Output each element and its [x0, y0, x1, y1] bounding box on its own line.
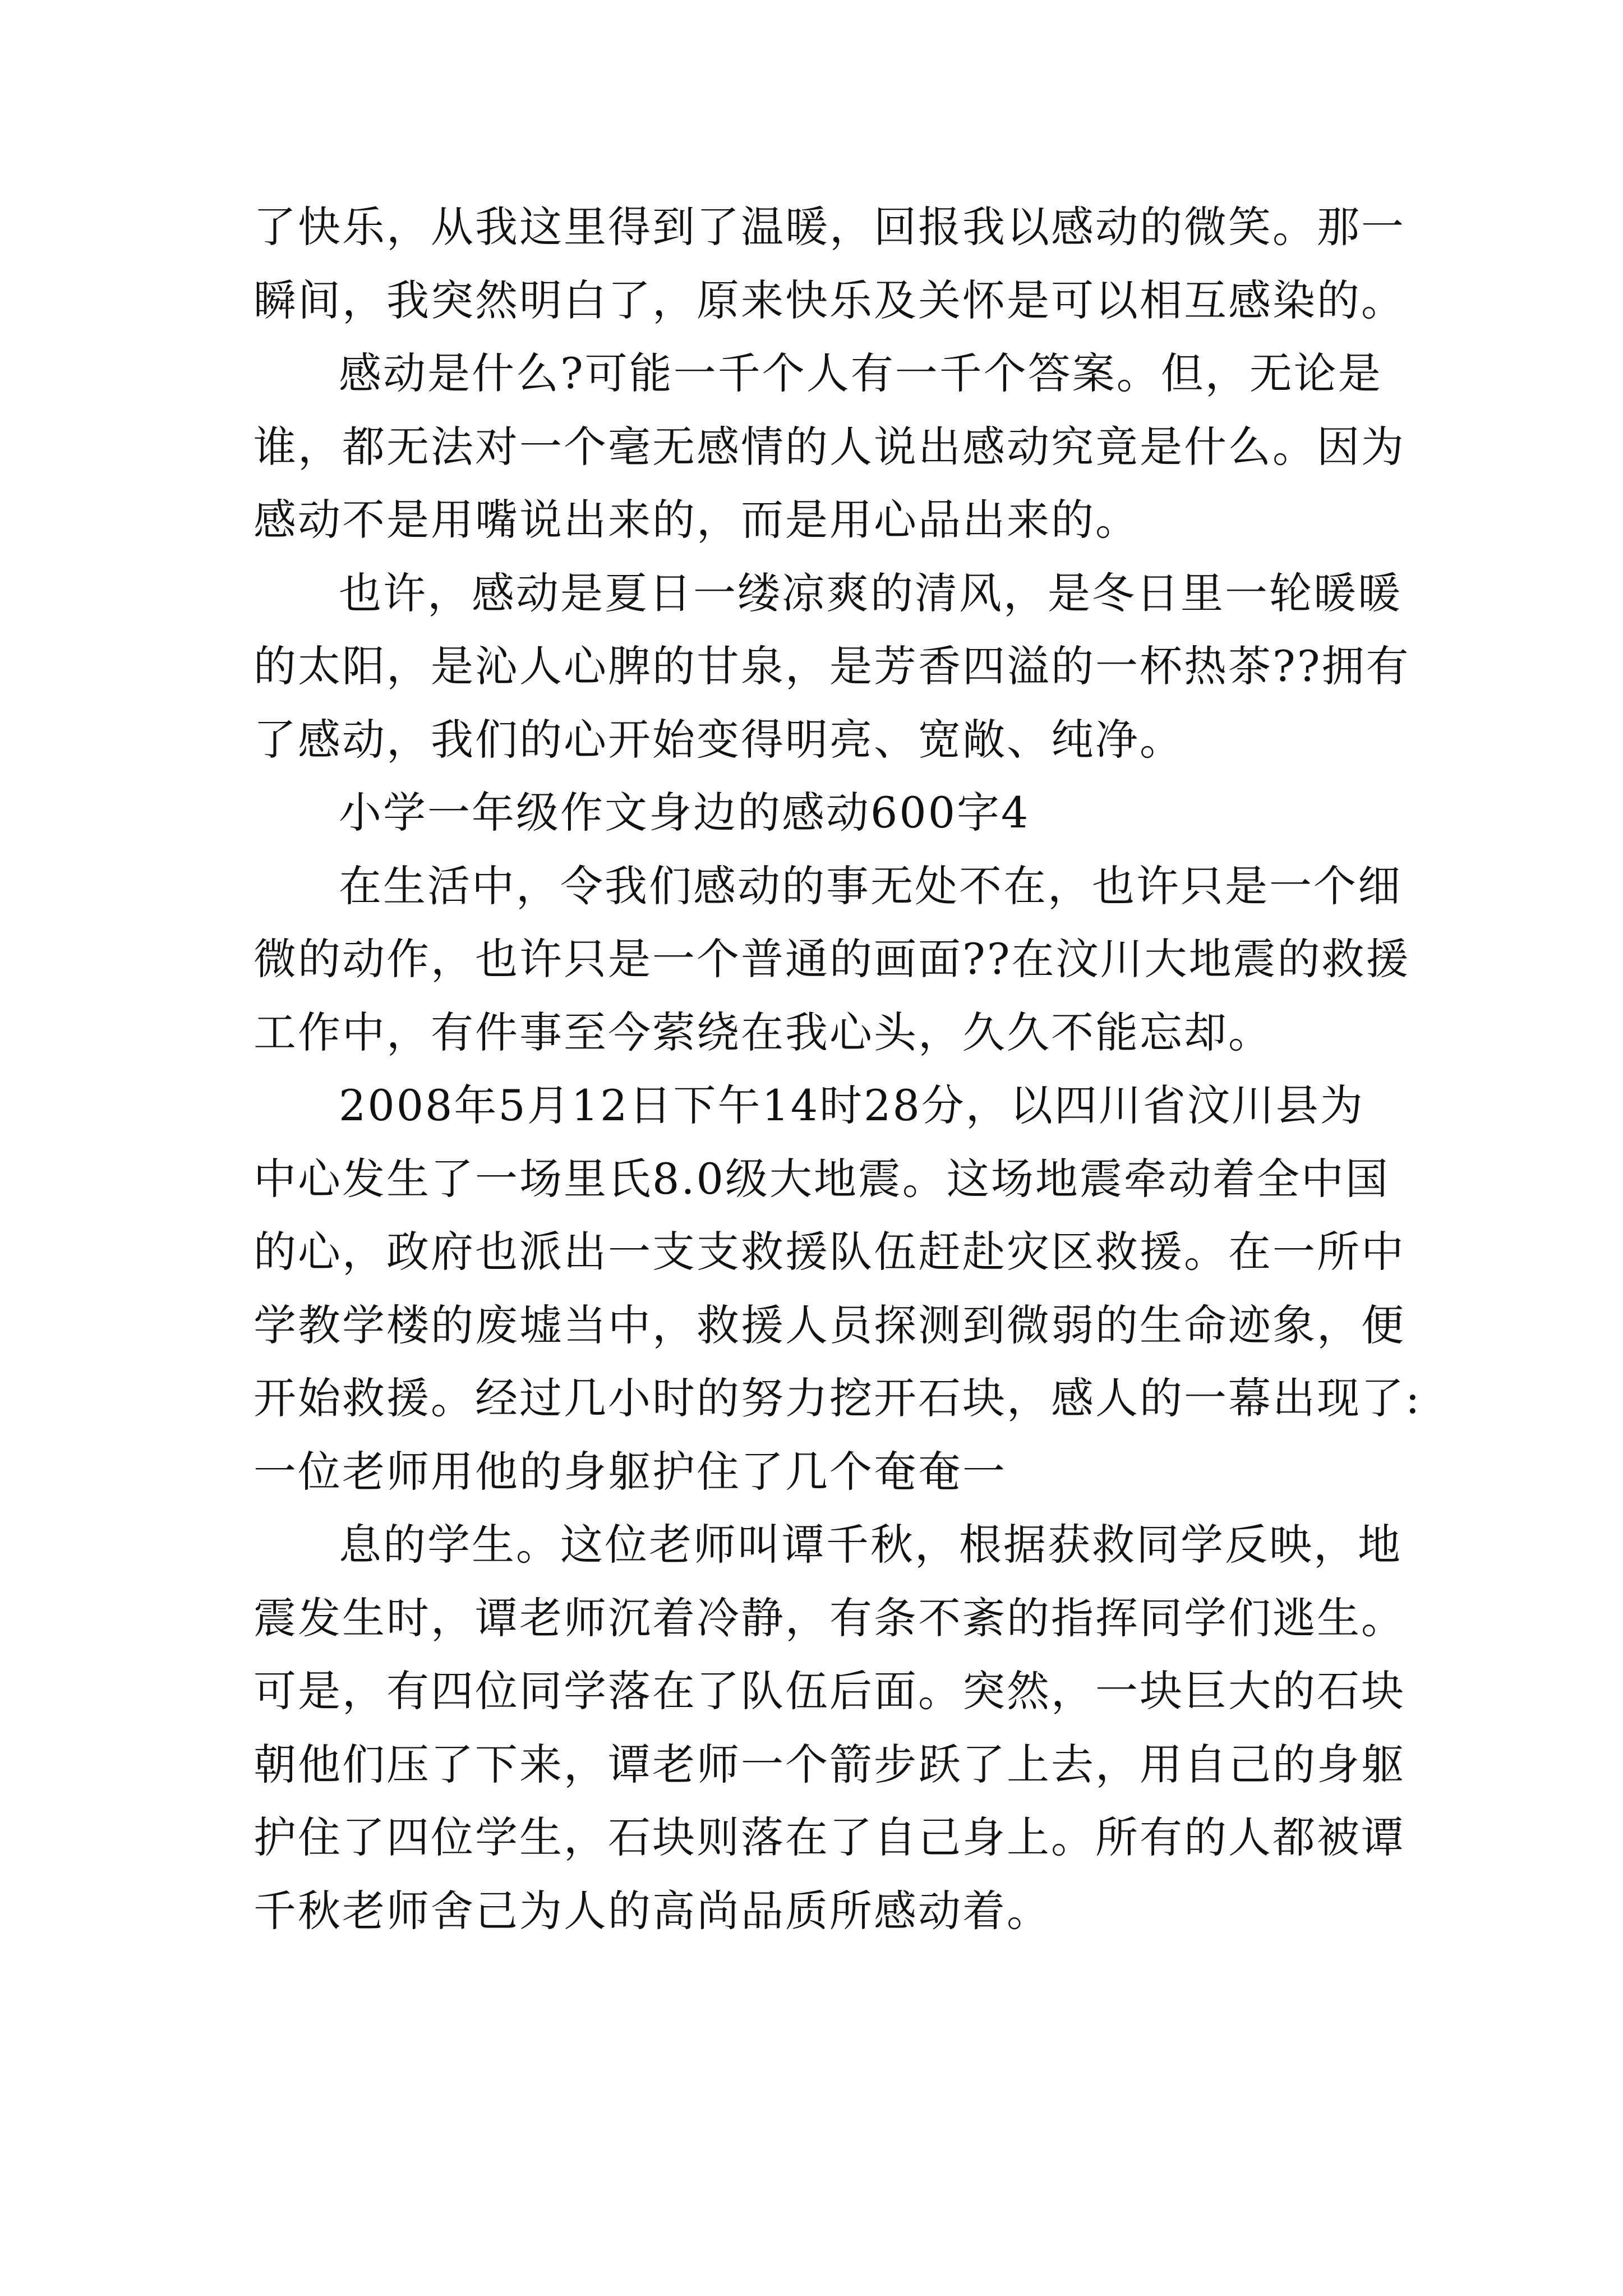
text-line: 学教学楼的废墟当中，救援人员探测到微弱的生命迹象，便 — [253, 1300, 1405, 1350]
text-line: 也许，感动是夏日一缕凉爽的清风，是冬日里一轮暖暖 — [339, 568, 1402, 618]
text-line: 谁，都无法对一个毫无感情的人说出感动究竟是什么。因为 — [253, 421, 1405, 472]
text-line: 息的学生。这位老师叫谭千秋，根据获救同学反映，地 — [339, 1520, 1402, 1570]
text-line: 工作中，有件事至今萦绕在我心头，久久不能忘却。 — [253, 1007, 1272, 1057]
text-line: 的心，政府也派出一支支救援队伍赶赴灾区救援。在一所中 — [253, 1227, 1405, 1277]
text-line: 中心发生了一场里氏8.0级大地震。这场地震牵动着全中国 — [253, 1153, 1390, 1204]
text-line: 开始救援。经过几小时的努力挖开石块，感人的一幕出现了: — [253, 1373, 1422, 1423]
text-line: 震发生时，谭老师沉着冷静，有条不紊的指挥同学们逃生。 — [253, 1593, 1405, 1643]
text-line: 可是，有四位同学落在了队伍后面。突然，一块巨大的石块 — [253, 1666, 1405, 1716]
text-line: 朝他们压了下来，谭老师一个箭步跃了上去，用自己的身躯 — [253, 1739, 1405, 1789]
text-line: 的太阳，是沁人心脾的甘泉，是芳香四溢的一杯热茶??拥有 — [253, 641, 1410, 691]
text-line: 瞬间，我突然明白了，原来快乐及关怀是可以相互感染的。 — [253, 275, 1405, 325]
text-line: 千秋老师舍己为人的高尚品质所感动着。 — [253, 1885, 1051, 1936]
text-line: 了感动，我们的心开始变得明亮、宽敞、纯净。 — [253, 714, 1184, 765]
text-line: 小学一年级作文身边的感动600字4 — [339, 788, 1030, 838]
text-line: 护住了四位学生，石块则落在了自己身上。所有的人都被谭 — [253, 1812, 1405, 1862]
text-line: 感动是什么?可能一千个人有一千个答案。但，无论是 — [339, 348, 1382, 398]
text-line: 2008年5月12日下午14时28分，以四川省汶川县为 — [339, 1080, 1364, 1130]
body-text — [253, 191, 1422, 1948]
text-line: 在生活中，令我们感动的事无处不在，也许只是一个细 — [339, 861, 1402, 911]
text-line: 了快乐，从我这里得到了温暖，回报我以感动的微笑。那一 — [253, 202, 1405, 252]
text-line: 一位老师用他的身躯护住了几个奄奄一 — [253, 1446, 1007, 1497]
text-line: 感动不是用嘴说出来的，而是用心品出来的。 — [253, 495, 1140, 545]
text-line: 微的动作，也许只是一个普通的画面??在汶川大地震的救援 — [253, 934, 1410, 984]
